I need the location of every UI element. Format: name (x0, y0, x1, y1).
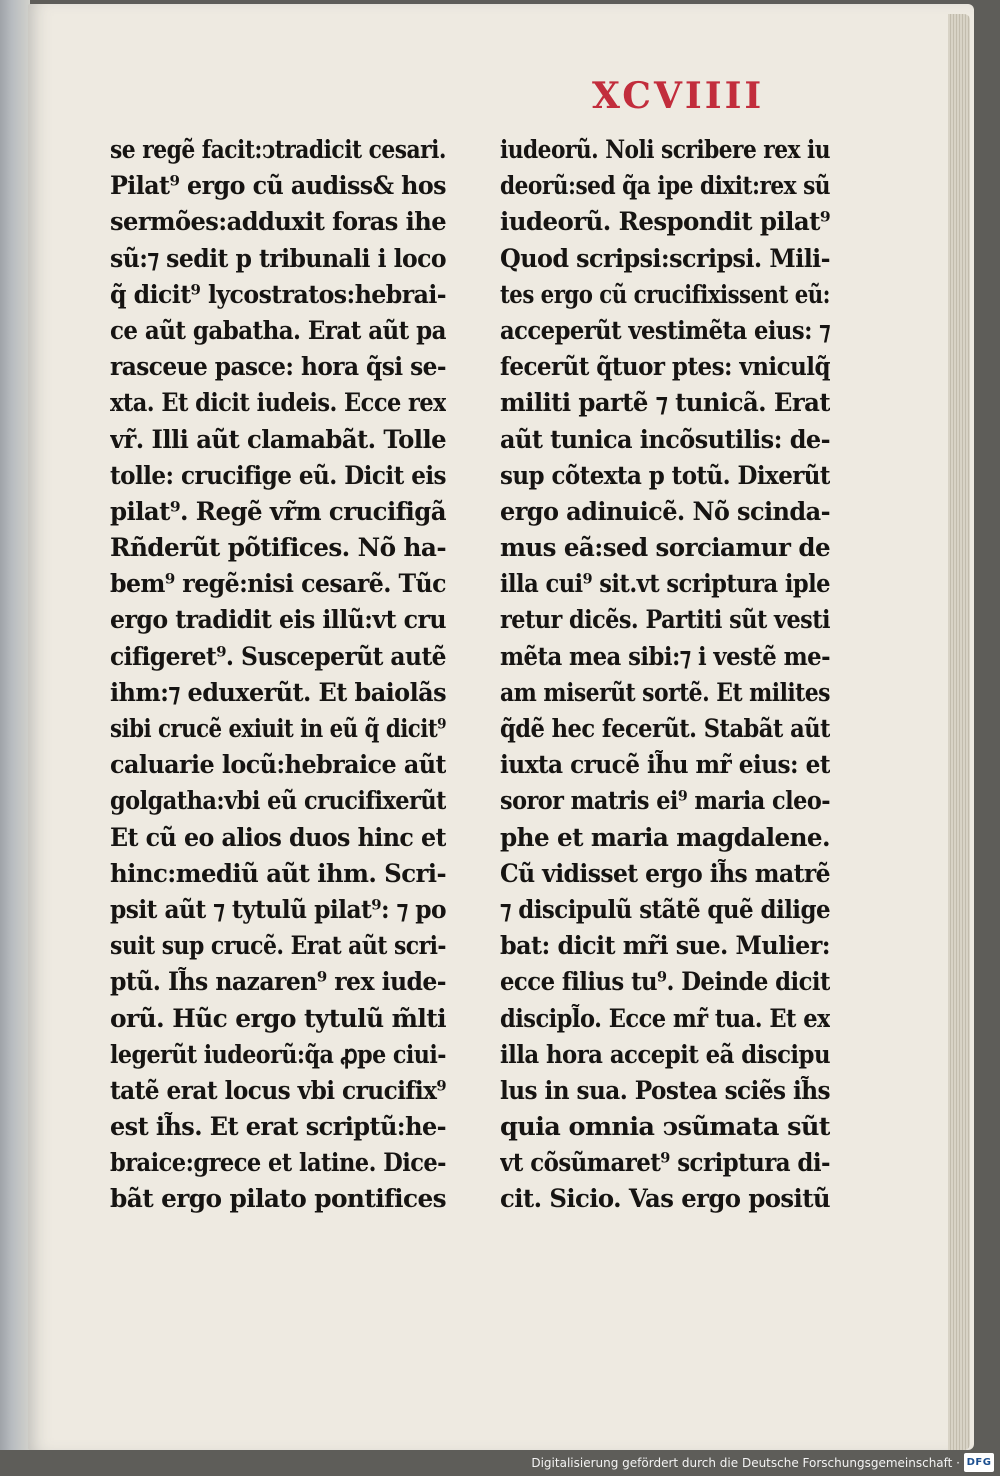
text-line: cifigeret⁹. Susceperũt autẽ (110, 641, 446, 671)
book-spine (0, 0, 30, 1450)
text-line: tolle: crucifige eũ. Dicit eis (110, 460, 446, 490)
text-line: bãt ergo pilato pontifices (110, 1184, 446, 1214)
text-line: hinc:mediũ aũt ihm. Scri- (110, 858, 446, 888)
text-line: illa hora accepit eã discipu (500, 1039, 830, 1069)
text-line: soror matris ei⁹ maria cleo- (500, 786, 830, 816)
text-line: discipl̃o. Ecce mr̃ tua. Et ex (500, 1003, 830, 1033)
text-line: est ih̃s. Et erat scriptũ:he- (110, 1112, 446, 1142)
text-line: pilat⁹. Regẽ vr̃m crucifigã (110, 496, 446, 526)
text-line: iudeorũ. Noli scribere rex iu (500, 135, 830, 164)
text-line: ⁊ discipulũ stãtẽ quẽ dilige (500, 894, 830, 924)
text-line: legerũt iudeorũ:q̃a ꝓpe ciui- (110, 1039, 446, 1069)
text-line: sup cõtexta p totũ. Dixerũt (500, 460, 830, 490)
text-line: phe et maria magdalene. (500, 822, 830, 852)
text-line: ptũ. Ih̃s nazaren⁹ rex iude- (110, 967, 446, 997)
text-line: ergo tradidit eis illũ:vt cru (110, 605, 446, 635)
text-column-left (110, 132, 446, 1218)
text-line: Rñderũt põtifices. Nõ ha- (110, 533, 446, 563)
text-line: ergo adinuicẽ. Nõ scinda- (500, 496, 830, 526)
text-line: Pilat⁹ ergo cũ audiss& hos (110, 171, 446, 201)
text-line: fecerũt q̃tuor ptes: vniculq̃ (500, 352, 830, 382)
text-line: militi partẽ ⁊ tunicã. Erat (500, 388, 830, 418)
text-line: am miserũt sortẽ. Et milites (500, 677, 830, 707)
text-line: golgatha:vbi eũ crucifixerũt (110, 786, 446, 816)
text-line: tes ergo cũ crucifixissent eũ: (500, 279, 830, 309)
text-line: orũ. Hũc ergo tytulũ m̃lti (110, 1003, 446, 1033)
text-line: sermões:adduxit foras ihe (110, 207, 446, 237)
text-line: braice:grece et latine. Dice- (110, 1148, 446, 1178)
text-column-right (500, 132, 830, 1218)
text-line: mẽta mea sibi:⁊ i vestẽ me- (500, 641, 830, 671)
text-line: retur dicẽs. Partiti sũt vesti (500, 605, 830, 635)
text-line: q̃dẽ hec fecerũt. Stabãt aũt (500, 714, 830, 743)
dfg-logo: DFG (964, 1453, 994, 1472)
text-line: Quod scripsi:scripsi. Mili- (500, 243, 830, 273)
text-line: illa cui⁹ sit.vt scriptura iple (500, 569, 830, 599)
text-line: bat: dicit mr̃i sue. Mulier: (500, 931, 830, 961)
text-line: deorũ:sed q̃a ipe dixit:rex sũ (500, 171, 830, 201)
text-line: sũ:⁊ sedit p tribunali i loco (110, 243, 446, 273)
text-line: acceperũt vestimẽta eius: ⁊ (500, 315, 830, 345)
text-line: ecce filius tu⁹. Deinde dicit (500, 967, 830, 997)
text-line: Et cũ eo alios duos hinc et (110, 822, 446, 852)
text-line: suit sup crucẽ. Erat aũt scri- (110, 931, 446, 961)
text-line: sibi crucẽ exiuit in eũ q̃ dicit⁹ (110, 714, 446, 743)
text-line: psit aũt ⁊ tytulũ pilat⁹: ⁊ po (110, 894, 446, 924)
text-line: caluarie locũ:hebraice aũt (110, 750, 446, 780)
digitization-credit: Digitalisierung gefördert durch die Deutsche Forschungsgemeinschaft · (531, 1456, 960, 1470)
text-line: vr̃. Illi aũt clamabãt. Tolle (110, 424, 446, 454)
text-line: tatẽ erat locus vbi crucifix⁹ (110, 1075, 446, 1105)
text-line: mus eã:sed sorciamur de (500, 533, 830, 563)
page-edge (948, 14, 970, 1450)
text-line: vt cõsũmaret⁹ scriptura di- (500, 1148, 830, 1178)
text-line: lus in sua. Postea sciẽs ih̃s (500, 1075, 830, 1105)
text-line: iudeorũ. Respondit pilat⁹ (500, 207, 830, 237)
text-line: se regẽ facit:ↄtradicit cesari. (110, 135, 446, 164)
text-line: aũt tunica incõsutilis: de- (500, 424, 830, 454)
text-line: xta. Et dicit iudeis. Ecce rex (110, 388, 446, 418)
text-line: ce aũt gabatha. Erat aũt pa (110, 315, 446, 345)
text-line: Cũ vidisset ergo ih̃s matrẽ (500, 858, 830, 888)
text-line: q̃ dicit⁹ lycostratos:hebrai- (110, 279, 446, 309)
text-line: iuxta crucẽ ih̃u mr̃ eius: et (500, 750, 830, 780)
text-line: ihm:⁊ eduxerũt. Et baiolãs (110, 677, 446, 707)
text-line: rasceue pasce: hora q̃si se- (110, 352, 446, 382)
text-line: quia omnia ↄsũmata sũt (500, 1112, 830, 1142)
text-line: bem⁹ regẽ:nisi cesarẽ. Tũc (110, 569, 446, 599)
folio-number: XCVIIII (592, 75, 765, 117)
text-line: cit. Sicio. Vas ergo positũ (500, 1184, 830, 1214)
